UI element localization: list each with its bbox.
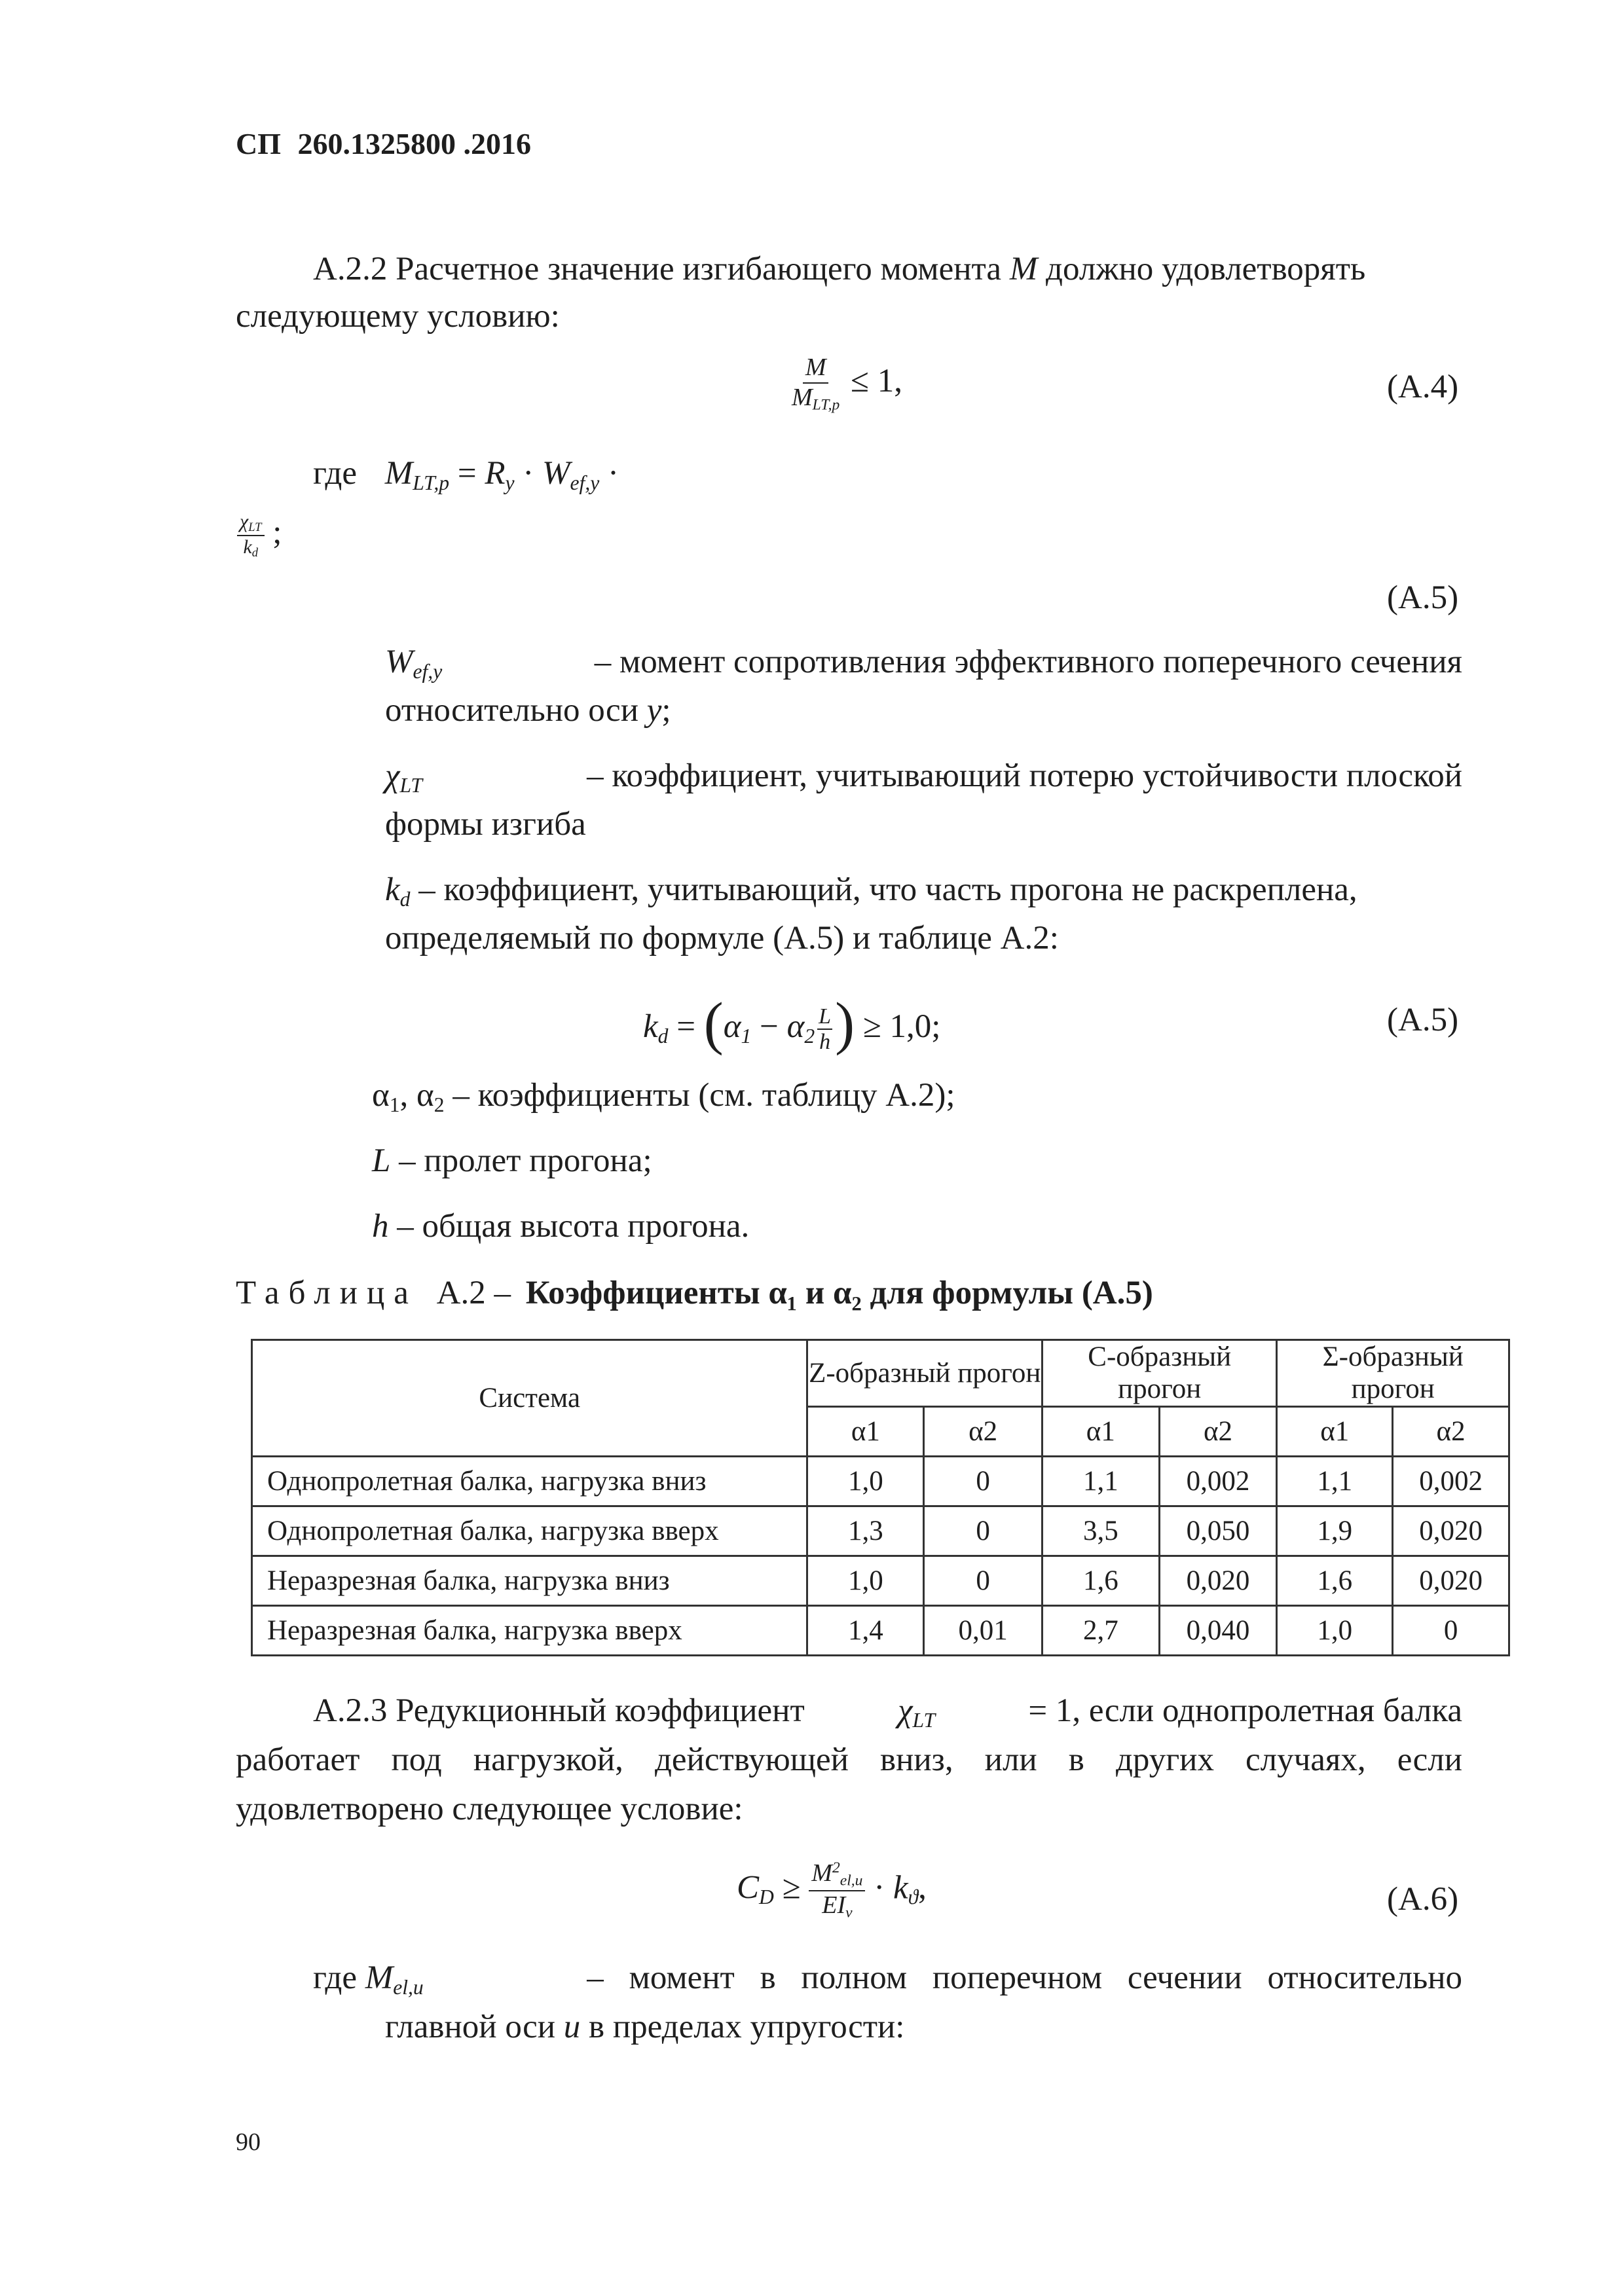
cell: 0 [1393, 1605, 1509, 1655]
chi-symbol [898, 1689, 935, 1734]
section-a23-line2: работает под нагрузкой, действующей вниз, или в других случаях, если [236, 1741, 1462, 1778]
section-a22-line2: следующему условию: [236, 298, 560, 335]
h: h [372, 1208, 389, 1245]
row-label: Неразрезная балка, нагрузка вверх [252, 1605, 807, 1655]
k: k [893, 1869, 908, 1906]
cell: 0 [924, 1506, 1043, 1556]
cell: 1,0 [807, 1456, 924, 1506]
alpha2-sub: 2 [804, 1024, 815, 1048]
k-sub: ϑ [908, 1886, 919, 1909]
caption-prefix: Таблица [236, 1275, 418, 1311]
equals: = [457, 455, 477, 492]
def-alpha [372, 1074, 955, 1118]
a6-fraction [809, 1859, 865, 1922]
cell: 0,040 [1159, 1605, 1277, 1655]
sep: , α [399, 1077, 434, 1114]
row-label: Неразрезная балка, нагрузка вниз [252, 1556, 807, 1605]
row-label: Однопролетная балка, нагрузка вверх [252, 1506, 807, 1556]
header-z-purlin: Z-образный прогон [807, 1340, 1042, 1407]
l: L [817, 1004, 832, 1030]
lhs: M [384, 455, 413, 492]
caption-number: А.2 – [436, 1275, 511, 1311]
equation-a5-second [643, 985, 940, 1062]
cell: 1,9 [1277, 1506, 1393, 1556]
header-sigma-purlin: Σ-образный прогон [1277, 1340, 1509, 1407]
cell: 0 [924, 1456, 1043, 1506]
alpha1: α [723, 1008, 741, 1045]
equation-a5-first [313, 452, 619, 496]
relation: ≥ 1,0; [862, 1008, 941, 1045]
def-wef-line1 [385, 640, 1462, 685]
k-sub: d [657, 1024, 669, 1048]
k-sub: d [251, 545, 259, 560]
prefix: где [313, 1959, 357, 1996]
header-number: 260.1325800 .2016 [297, 127, 531, 160]
tail: ; [661, 692, 671, 729]
equation-label-a4: (А.4) [1387, 369, 1459, 405]
cell: 0 [924, 1556, 1043, 1605]
section-a23-line1 [313, 1689, 1462, 1734]
cell: 1,6 [1042, 1556, 1159, 1605]
equation-label-a5-second: (А.5) [1387, 1002, 1459, 1038]
text: – момент сопротивления эффективного поперечного сечения [594, 644, 1462, 680]
cell: 1,0 [807, 1556, 924, 1605]
numerator: M [803, 354, 829, 384]
chi: χ [898, 1692, 913, 1729]
prefix: где [313, 455, 357, 492]
table-caption [236, 1271, 1153, 1315]
cell: 1,4 [807, 1605, 924, 1655]
cell: 0,020 [1393, 1556, 1509, 1605]
den-symbol: M [792, 383, 813, 411]
equation-label-a6: (А.6) [1387, 1881, 1459, 1918]
w-sub: ef,y [570, 471, 600, 494]
caption-title: Коэффициенты α₁ и α₂ для формулы (А.5) [525, 1275, 1153, 1311]
chi-sub: LT [399, 773, 422, 797]
table-row [252, 1456, 1509, 1506]
subheader-alpha1: α1 [807, 1406, 924, 1456]
cell: 1,1 [1277, 1456, 1393, 1506]
dot: · [608, 455, 619, 492]
text: – коэффициент, учитывающий потерю устойчивости плоской [587, 757, 1462, 794]
cell: 0,01 [924, 1605, 1043, 1655]
wef-symbol [385, 640, 442, 685]
row-label: Однопролетная балка, нагрузка вниз [252, 1456, 807, 1506]
chi-sub: LT [248, 520, 262, 535]
header-system: Система [252, 1340, 807, 1457]
text: = 1, если однопролетная балка [1028, 1692, 1462, 1729]
equation-label-a5-first: (А.5) [1387, 579, 1459, 616]
cell: 1,1 [1042, 1456, 1159, 1506]
w-symbol: W [542, 455, 570, 492]
subheader-alpha2: α2 [1159, 1406, 1277, 1456]
text: А.2.2 Расчетное значение изгибающего момента [313, 251, 1002, 287]
page-number: 90 [236, 2128, 261, 2156]
subheader-alpha2: α2 [1393, 1406, 1509, 1456]
k: k [643, 1008, 658, 1045]
def-h [372, 1205, 749, 1248]
denominator [819, 1891, 855, 1922]
section-a22-line1 [313, 247, 1365, 291]
minus: − [760, 1008, 779, 1045]
def-L [372, 1139, 652, 1182]
header-code: СП [236, 127, 281, 160]
def-wef-line2 [385, 689, 671, 732]
k-sub: d [399, 887, 411, 911]
equation-a5-first-fraction [237, 511, 282, 560]
text: – момент в полном поперечном сечении относительно [587, 1959, 1462, 1996]
alpha2: α [786, 1008, 805, 1045]
m: M [811, 1859, 833, 1887]
lhs-sub: LT,p [413, 471, 450, 494]
axis: y [646, 692, 662, 729]
text: – пролет прогона; [390, 1142, 652, 1179]
chi-sub: LT [912, 1708, 936, 1732]
alpha1-sub: 1 [741, 1024, 752, 1048]
semicolon: ; [272, 514, 282, 551]
subheader-alpha1: α1 [1042, 1406, 1159, 1456]
axis: u [563, 2009, 581, 2045]
L: L [372, 1142, 391, 1179]
text: – коэффициент, учитывающий, что часть прогона не раскреплена, [418, 871, 1357, 908]
cell: 0,020 [1393, 1506, 1509, 1556]
denominator [789, 384, 842, 414]
equation-a6 [737, 1859, 927, 1922]
def-kd-line1 [385, 868, 1357, 913]
cell: 0,002 [1159, 1456, 1277, 1506]
chi: χ [240, 511, 249, 532]
c-sub: D [759, 1886, 774, 1909]
numerator [237, 511, 265, 536]
cell: 2,7 [1042, 1605, 1159, 1655]
cell: 3,5 [1042, 1506, 1159, 1556]
sub1: 1 [389, 1093, 400, 1116]
k: k [243, 536, 252, 558]
def-chi-line2: формы изгиба [385, 806, 586, 843]
text: – коэффициенты (см. таблицу А.2); [444, 1077, 955, 1114]
text: в пределах упругости: [589, 2009, 905, 2045]
text: А.2.3 Редукционный коэффициент [313, 1692, 805, 1729]
cell: 0,050 [1159, 1506, 1277, 1556]
equation-a4 [789, 354, 902, 414]
cell: 0,002 [1393, 1456, 1509, 1506]
cell: 0,020 [1159, 1556, 1277, 1605]
r-sub: y [505, 471, 515, 494]
cell: 1,6 [1277, 1556, 1393, 1605]
coefficients-table [251, 1339, 1510, 1656]
tail: , [918, 1869, 927, 1906]
alpha: α [372, 1077, 390, 1114]
final-line1 [313, 1956, 1462, 2001]
den-subscript: LT,p [812, 396, 840, 414]
cell: 1,3 [807, 1506, 924, 1556]
l-h-fraction [817, 1004, 832, 1055]
text: главной оси [385, 2009, 556, 2045]
dot: · [523, 455, 534, 492]
w-sub: ef,y [413, 659, 443, 683]
table-row [252, 1605, 1509, 1655]
table-row [252, 1556, 1509, 1605]
header-c-purlin: С-образный прогон [1042, 1340, 1276, 1407]
chi-symbol [385, 754, 422, 799]
open-paren: ( [703, 991, 724, 1056]
fraction [789, 354, 842, 414]
k: k [385, 871, 400, 908]
relation: ≤ 1, [851, 362, 903, 399]
w: W [385, 644, 413, 680]
sub2: 2 [434, 1093, 445, 1116]
final-line2 [385, 2005, 904, 2049]
ei-sub: v [845, 1904, 853, 1922]
text: – общая высота прогона. [388, 1208, 750, 1245]
final-prefix-group [313, 1956, 424, 2001]
numerator [809, 1859, 865, 1891]
def-chi-line1 [385, 754, 1462, 799]
close-paren: ) [835, 991, 855, 1056]
moment-symbol: M [1009, 251, 1038, 287]
m-sup: 2 [832, 1859, 840, 1877]
subheader-alpha1: α1 [1277, 1406, 1393, 1456]
h: h [819, 1030, 831, 1055]
dot: · [874, 1869, 885, 1906]
document-header [236, 124, 531, 164]
cell: 1,0 [1277, 1605, 1393, 1655]
m-sub: el,u [840, 1872, 863, 1889]
table-row [252, 1506, 1509, 1556]
r-symbol: R [485, 455, 506, 492]
equals: = [676, 1008, 695, 1045]
section-a23-line3: удовлетворено следующее условие: [236, 1791, 743, 1827]
subheader-alpha2: α2 [924, 1406, 1043, 1456]
ei: EI [822, 1891, 846, 1919]
text: должно удовлетворять [1046, 251, 1366, 287]
relation: ≥ [782, 1869, 801, 1906]
chi-kd-fraction [237, 511, 265, 560]
denominator [240, 536, 261, 560]
c: C [737, 1869, 760, 1906]
chi: χ [385, 757, 400, 794]
m-sub: el,u [393, 1975, 424, 1999]
text: относительно оси [385, 692, 638, 729]
m: M [365, 1959, 394, 1996]
def-kd-line2: определяемый по формуле (А.5) и таблице А.2: [385, 920, 1059, 957]
